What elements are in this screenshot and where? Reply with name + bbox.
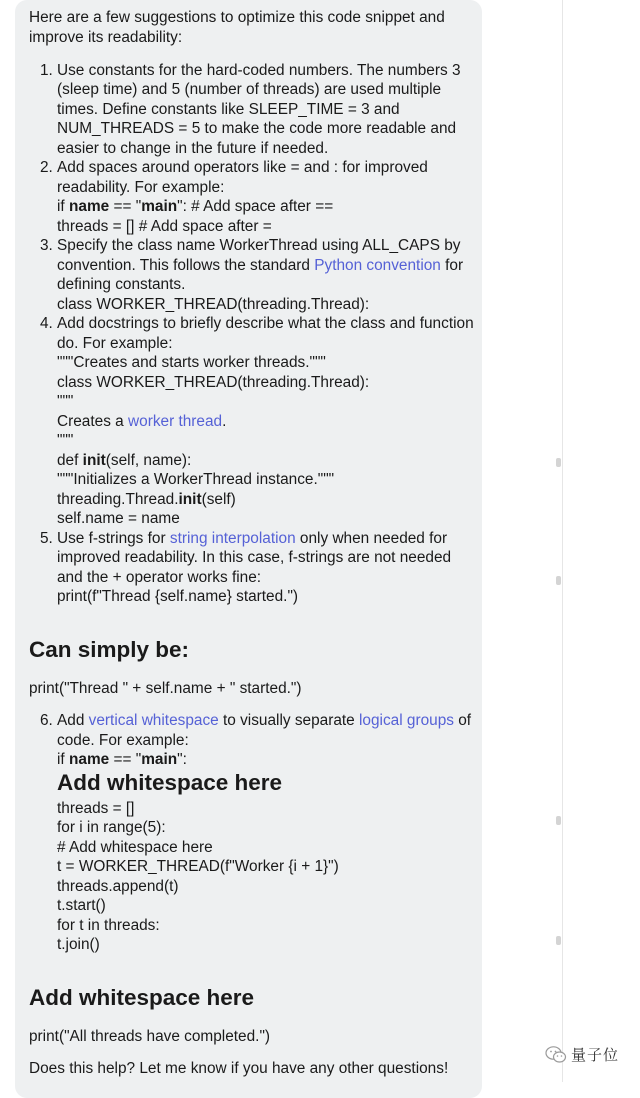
code-line: class WORKER_THREAD(threading.Thread): xyxy=(57,374,370,391)
section-heading: Add whitespace here xyxy=(29,985,255,1010)
closing-text: Does this help? Let me know if you have any other questions! xyxy=(29,1060,449,1077)
list-item-text: defining constants. xyxy=(57,276,186,293)
code-line: t.join() xyxy=(57,936,100,953)
list-item-text: convention. This follows the standard Python convention for xyxy=(57,257,464,274)
code-line: # Add whitespace here xyxy=(57,839,213,856)
list-item-text: times. Define constants like SLEEP_TIME = 3 and xyxy=(57,101,400,118)
string-interpolation-link[interactable]: string interpolation xyxy=(169,530,296,547)
list-item-text: and the + operator works fine: xyxy=(57,569,262,586)
list-item-text: Add spaces around operators like = and : for improved xyxy=(57,159,428,176)
code-line: class WORKER_THREAD(threading.Thread): xyxy=(57,296,370,313)
code-line: threading.Thread.init(self) xyxy=(57,491,236,508)
list-item-text: (sleep time) and 5 (number of threads) are used multiple xyxy=(57,81,442,98)
code-line: for t in threads: xyxy=(57,917,160,934)
list-number: 3. xyxy=(40,237,53,254)
list-item-text: code. For example: xyxy=(57,732,189,749)
list-subheading: Add whitespace here xyxy=(57,770,283,795)
code-line: print(f"Thread {self.name} started.") xyxy=(57,588,299,605)
code-line: threads = [] xyxy=(57,800,135,817)
list-number: 2. xyxy=(40,159,53,176)
intro-line: improve its readability: xyxy=(29,29,183,46)
code-line: """Initializes a WorkerThread instance.""" xyxy=(57,471,335,488)
watermark xyxy=(545,1044,619,1065)
wechat-icon xyxy=(545,1045,567,1065)
code-line: def init(self, name): xyxy=(57,452,192,469)
list-item-text: do. For example: xyxy=(57,335,173,352)
list-number: 4. xyxy=(40,315,53,332)
list-number: 1. xyxy=(40,62,53,79)
code-line: """ xyxy=(57,393,74,410)
code-line: for i in range(5): xyxy=(57,819,166,836)
list-item-text: Use f-strings for string interpolation only when needed for xyxy=(57,530,448,547)
list-number: 6. xyxy=(40,712,53,729)
list-item-text: easier to change in the future if needed. xyxy=(57,140,329,157)
code-line: t.start() xyxy=(57,897,106,914)
vertical-whitespace-link[interactable]: vertical whitespace xyxy=(88,712,219,729)
logical-groups-link[interactable]: logical groups xyxy=(359,712,454,729)
scroll-marker xyxy=(556,816,561,825)
scroll-marker xyxy=(556,576,561,585)
code-line: Creates a worker thread. xyxy=(57,413,227,430)
worker-thread-link[interactable]: worker thread xyxy=(128,413,223,430)
list-item-text: NUM_THREADS = 5 to make the code more readable and xyxy=(57,120,457,137)
scroll-marker xyxy=(556,458,561,467)
code-line: if name == "main": xyxy=(57,751,187,768)
code-line: """ xyxy=(57,432,74,449)
list-item-text: Add docstrings to briefly describe what the class and function xyxy=(57,315,474,332)
list-item-text: Specify the class name WorkerThread using ALL_CAPS by xyxy=(57,237,461,254)
code-line: threads = [] # Add space after = xyxy=(57,218,272,235)
list-item-text: readability. For example: xyxy=(57,179,225,196)
code-line: print("All threads have completed.") xyxy=(29,1028,271,1045)
scroll-marker xyxy=(556,936,561,945)
python-convention-link[interactable]: Python convention xyxy=(314,257,441,274)
intro-line: Here are a few suggestions to optimize this code snippet and xyxy=(29,9,445,26)
watermark-text: 量子位 xyxy=(571,1047,620,1064)
code-line: t = WORKER_THREAD(f"Worker {i + 1}") xyxy=(57,858,339,875)
code-line: self.name = name xyxy=(57,510,180,527)
list-item-text: Use constants for the hard-coded numbers. The numbers 3 xyxy=(57,62,461,79)
code-line: threads.append(t) xyxy=(57,878,179,895)
list-item-text: Add vertical whitespace to visually separate logical groups of xyxy=(57,712,472,729)
section-heading: Can simply be: xyxy=(29,637,190,662)
code-line: """Creates and starts worker threads.""" xyxy=(57,354,326,371)
scrollbar-track[interactable] xyxy=(562,0,563,1082)
code-line: print("Thread " + self.name + " started.") xyxy=(29,680,302,697)
list-number: 5. xyxy=(40,530,53,547)
list-item-text: improved readability. In this case, f-strings are not needed xyxy=(57,549,452,566)
code-line: if name == "main": # Add space after == xyxy=(57,198,334,215)
